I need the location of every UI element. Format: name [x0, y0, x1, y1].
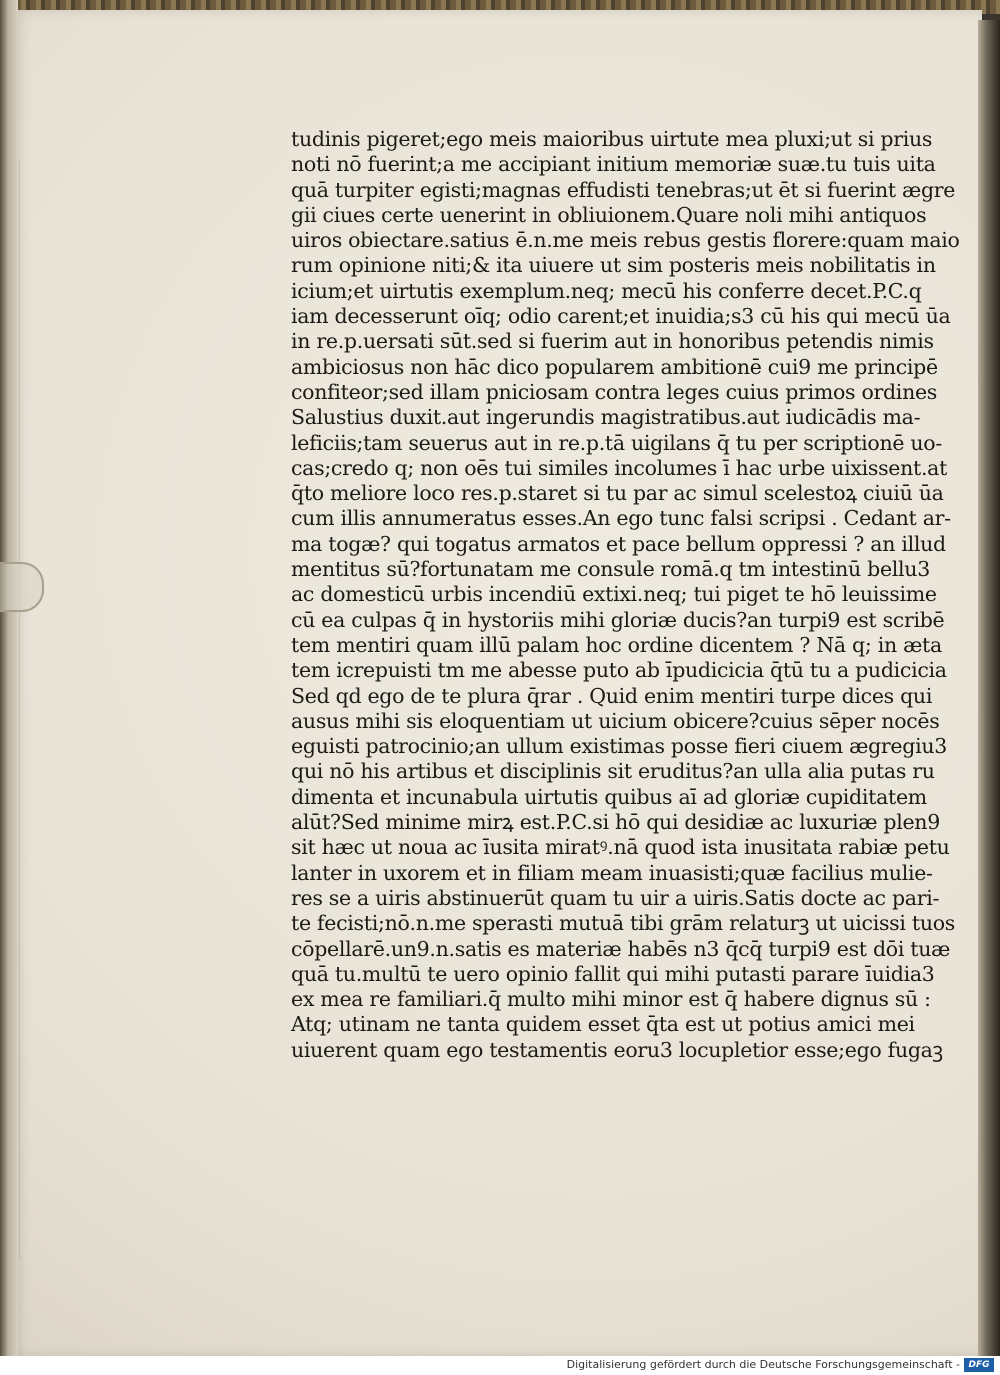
text-line: cum illis annumeratus esses.An ego tunc falsi scripsi . Cedant ar- [291, 506, 951, 531]
text-line: cas;credo q; non oēs tui similes incolumes ī hac urbe uixissent.at [291, 455, 948, 480]
text-line: quā turpiter egisti;magnas effudisti tenebras;ut ēt si fuerint ægre [291, 177, 956, 202]
text-line: ac domesticū urbis incendiū extixi.neq; tui piget te hō leuissime [291, 582, 937, 607]
text-line: alūt?Sed minime mirꝝ est.P.C.si hō qui desidiæ ac luxuriæ plen9 [291, 810, 940, 835]
text-line: tem mentiri quam illū palam hoc ordine dicentem ? Nā q; in æta [291, 632, 942, 657]
text-line: quā tu.multū te uero opinio fallit qui mihi putasti parare īuidia3 [291, 961, 935, 986]
text-line: q̄to meliore loco res.p.staret si tu par ac simul scelestoꝝ ciuiū ūa [291, 481, 944, 506]
text-line: ex mea re familiari.q̄ multo mihi minor est q̄ habere dignus sū : [291, 987, 931, 1012]
text-line: leficiis;tam seuerus aut in re.p.tā uigilans q̄ tu per scriptionē uo- [291, 430, 942, 455]
text-line: qui nō his artibus et disciplinis sit eruditus?an ulla alia putas ru [291, 759, 935, 784]
text-line: uiros obiectare.satius ē.n.me meis rebus gestis florere:quam maio [291, 228, 960, 253]
text-line: dimenta et incunabula uirtutis quibus aī ad gloriæ cupiditatem [291, 784, 927, 809]
text-line: Atq; utinam ne tanta quidem esset q̄ta est ut potius amici mei [291, 1012, 915, 1037]
dfg-logo-icon: DFG [964, 1358, 994, 1372]
text-line: res se a uiris abstinuerūt quam tu uir a uiris.Satis docte ac pari- [291, 885, 940, 910]
text-line: te fecisti;nō.n.me sperasti mutuā tibi grām relaturꝫ ut uicissi tuos [291, 911, 955, 936]
text-line: Salustius duxit.aut ingerundis magistratibus.aut iudicādis ma- [291, 405, 921, 430]
text-line: cū ea culpas q̄ in hystoriis mihi gloriæ ducis?an turpi9 est scribē [291, 607, 945, 632]
text-line: tem icrepuisti tm me abesse puto ab īpudicicia q̄tū tu a pudicicia [291, 658, 947, 683]
text-line: ambiciosus non hāc dico popularem ambitionē cui9 me principē [291, 354, 938, 379]
footer-bar [0, 1356, 1000, 1375]
page-fold-line [19, 160, 20, 1260]
text-line: confiteor;sed illam pniciosam contra leges cuius primos ordines [291, 379, 938, 404]
text-line: lanter in uxorem et in filiam meam inuasisti;quæ facilius mulie- [291, 860, 933, 885]
text-line: noti nō fuerint;a me accipiant initium memoriæ suæ.tu tuis uita [291, 152, 936, 177]
text-line: icium;et uirtutis exemplum.neq; mecū his conferre decet.P.C.q [291, 278, 922, 303]
incunabula-text-block [291, 127, 960, 1063]
text-line: Sed qd ego de te plura q̄rar . Quid enim mentiri turpe dices qui [291, 683, 933, 708]
text-line: sit hæc ut noua ac īusita miratꝰ.nā quod ista inusitata rabiæ petu [291, 835, 950, 860]
text-line: eguisti patrocinio;an ullum existimas posse fieri ciuem ægregiu3 [291, 734, 947, 759]
text-line: cōpellarē.un9.n.satis es materiæ habēs n3 q̄cq̄ turpi9 est dōi tuæ [291, 936, 951, 961]
text-line: tudinis pigeret;ego meis maioribus uirtute mea pluxi;ut si prius [291, 127, 933, 151]
text-line: iam decesserunt oīq; odio carent;et inuidia;s3 cū his qui mecū ūa [291, 304, 951, 329]
text-line: ausus mihi sis eloquentiam ut uicium obicere?cuius sēper nocēs [291, 708, 940, 733]
clasp-icon [0, 562, 44, 612]
text-line: gii ciues certe uenerint in obliuionem.Quare noli mihi antiquos [291, 202, 927, 227]
text-line: mentitus sū?fortunatam me consule romā.q tm intestinū bellu3 [291, 557, 930, 582]
footer-credit: Digitalisierung gefördert durch die Deutsche Forschungsgemeinschaft - [566, 1358, 960, 1371]
text-line: uiuerent quam ego testamentis eoru3 locupletior esse;ego fugaꝫ [291, 1037, 943, 1062]
text-line: rum opinione niti;& ita uiuere ut sim posteris meis nobilitatis in [291, 253, 936, 278]
book-binding [0, 0, 18, 1356]
text-line: ma togæ? qui togatus armatos et pace bellum oppressi ? an illud [291, 531, 946, 556]
text-line: in re.p.uersati sūt.sed si fuerim aut in honoribus petendis nimis [291, 329, 934, 354]
book-page-edge [978, 20, 1000, 1356]
